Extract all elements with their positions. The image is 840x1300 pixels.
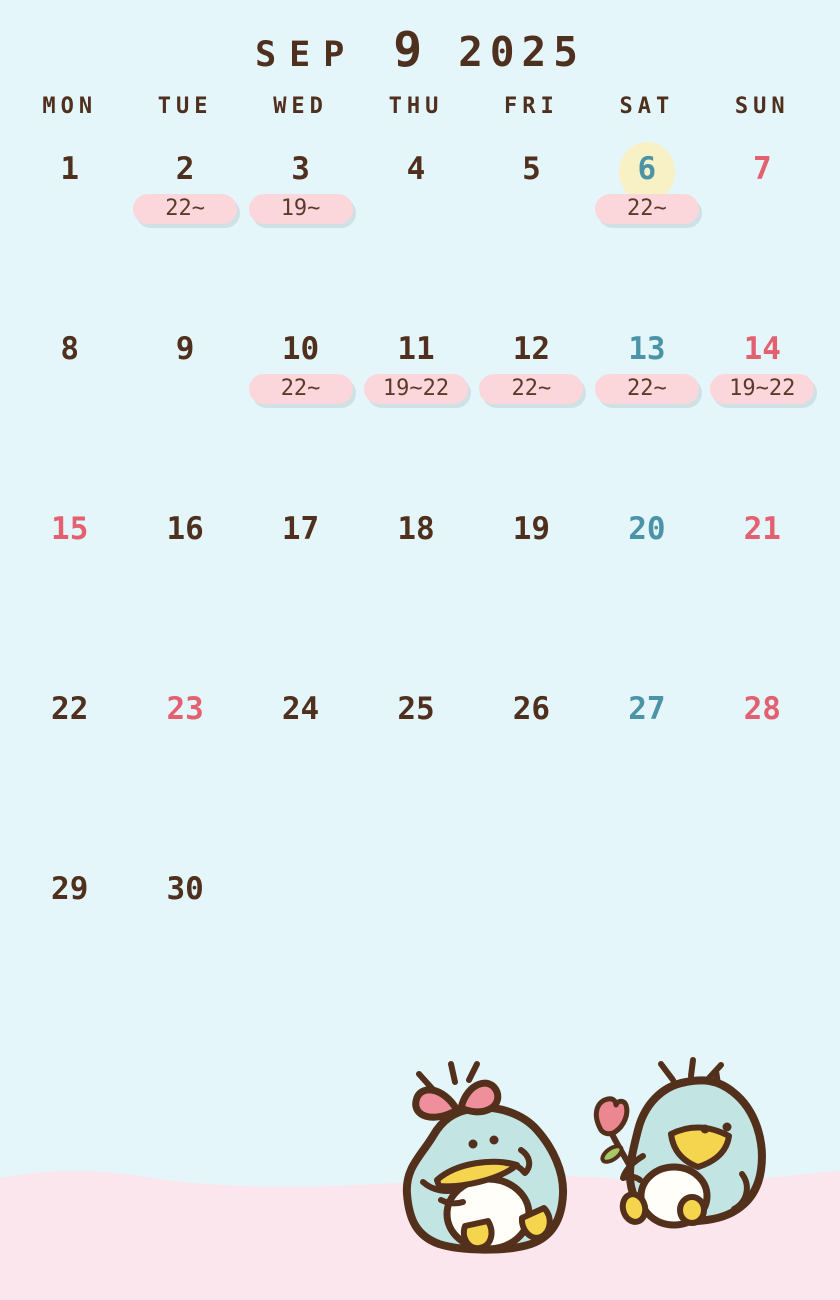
- date-number: 14: [743, 331, 781, 367]
- day-cell: [358, 686, 473, 866]
- weekday-label: THU: [388, 94, 444, 119]
- penguin-with-bow-illustration: [407, 1064, 563, 1250]
- day-cell: [127, 866, 242, 1046]
- day-cell: [358, 506, 473, 686]
- time-badge: 19~22: [364, 374, 468, 404]
- day-cell: [127, 326, 242, 506]
- day-cell: [589, 686, 704, 866]
- weekday-label: WED: [273, 94, 328, 119]
- day-cell: [127, 686, 242, 866]
- eye-icon: [469, 1140, 478, 1149]
- day-cell: [243, 506, 358, 686]
- penguin-with-tulip-illustration: [596, 1060, 762, 1225]
- foot-icon: [464, 1221, 492, 1248]
- date-number: 28: [743, 691, 781, 727]
- eye-icon: [490, 1136, 499, 1145]
- date-number: 29: [51, 871, 89, 907]
- week-row: [12, 506, 820, 686]
- day-cell: [589, 506, 704, 686]
- day-cell: [589, 326, 704, 506]
- date-number: 1: [60, 151, 80, 187]
- empty-cell: [243, 866, 358, 1046]
- date-number: 26: [512, 691, 551, 727]
- day-cell: [705, 326, 820, 506]
- tulip-icon: [596, 1099, 627, 1134]
- day-cell: [358, 326, 473, 506]
- day-cell: [12, 326, 127, 506]
- day-cell: [127, 146, 242, 326]
- date-number: 8: [60, 331, 80, 367]
- empty-cell: [474, 866, 589, 1046]
- weeks: [12, 146, 820, 1046]
- date-number: 3: [291, 151, 310, 187]
- day-cell: [705, 686, 820, 866]
- weekday-label: TUE: [157, 94, 213, 119]
- day-cell: [243, 326, 358, 506]
- penguin-characters: [385, 1056, 840, 1260]
- foot-icon: [680, 1197, 704, 1223]
- bow-icon: [461, 1083, 498, 1112]
- empty-cell: [589, 866, 704, 1046]
- time-badge: 22~: [249, 374, 353, 404]
- day-cell: [12, 866, 127, 1046]
- date-number: 17: [281, 511, 320, 547]
- date-number: 7: [752, 151, 772, 187]
- day-cell: [12, 506, 127, 686]
- weekday-label: SUN: [734, 94, 790, 119]
- day-cell: [705, 146, 820, 326]
- day-cell: [127, 506, 242, 686]
- day-cell: [243, 686, 358, 866]
- date-number: 19: [512, 511, 551, 547]
- date-number: 23: [166, 691, 204, 727]
- eye-icon: [723, 1123, 732, 1132]
- leaf-icon: [600, 1143, 624, 1165]
- week-row: [12, 326, 820, 506]
- weekday-row: [12, 94, 820, 119]
- bow-icon: [416, 1090, 457, 1117]
- weekday-label: SAT: [619, 94, 675, 119]
- time-badge: 19~22: [710, 374, 814, 404]
- week-row: [12, 146, 820, 326]
- title-year: 2025: [458, 28, 585, 76]
- date-number: 15: [51, 511, 89, 547]
- week-row: [12, 686, 820, 866]
- date-number: 10: [281, 331, 320, 367]
- eye-icon: [701, 1125, 710, 1134]
- time-badge: 22~: [479, 374, 583, 404]
- day-cell: [474, 506, 589, 686]
- day-cell: [474, 146, 589, 326]
- calendar-title: [0, 22, 840, 78]
- day-cell: [474, 326, 589, 506]
- day-cell: [12, 146, 127, 326]
- date-number: 27: [628, 691, 666, 727]
- time-badge: 19~: [249, 194, 353, 224]
- date-number: 4: [406, 151, 426, 187]
- week-row: [12, 866, 820, 1046]
- time-badge: 22~: [595, 374, 699, 404]
- date-number: 16: [166, 511, 204, 547]
- weekday-label: MON: [42, 94, 98, 119]
- date-number: 21: [743, 511, 781, 547]
- day-cell: [12, 686, 127, 866]
- date-number: 22: [51, 691, 89, 727]
- empty-cell: [358, 866, 473, 1046]
- date-number: 11: [397, 331, 435, 367]
- date-number: 30: [166, 871, 204, 907]
- day-cell: [589, 146, 704, 326]
- time-badge: 22~: [133, 194, 237, 224]
- date-number: 24: [281, 691, 320, 727]
- date-number: 20: [628, 511, 666, 547]
- date-number: 2: [175, 151, 195, 187]
- date-number: 6: [637, 151, 657, 187]
- day-cell: [358, 146, 473, 326]
- title-month-number: 9: [393, 22, 423, 78]
- time-badge: 22~: [595, 194, 699, 224]
- title-month: SEP: [255, 35, 358, 75]
- empty-cell: [705, 866, 820, 1046]
- date-number: 13: [628, 331, 666, 367]
- date-number: 5: [522, 151, 541, 187]
- date-number: 18: [397, 511, 435, 547]
- weekday-label: FRI: [504, 94, 559, 119]
- date-number: 25: [397, 691, 435, 727]
- date-number: 12: [512, 331, 551, 367]
- date-number: 9: [175, 331, 195, 367]
- day-cell: [474, 686, 589, 866]
- day-cell: [243, 146, 358, 326]
- day-cell: [705, 506, 820, 686]
